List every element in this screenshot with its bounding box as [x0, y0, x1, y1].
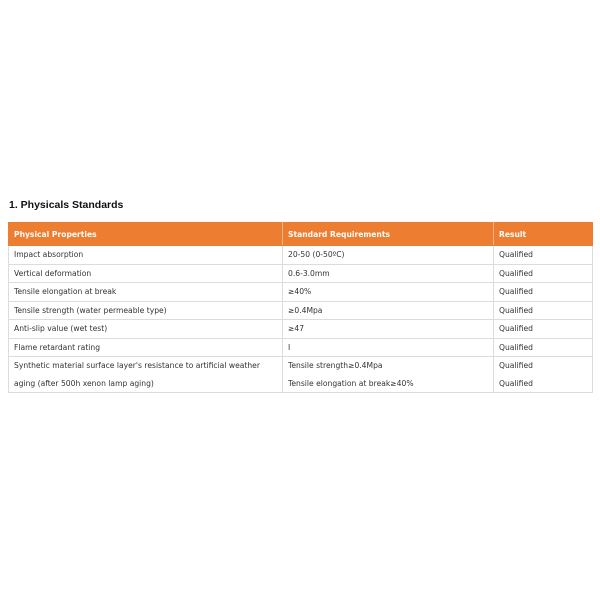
- requirement-cell: [283, 357, 494, 393]
- property-cell: Anti-slip value (wet test): [9, 320, 283, 339]
- requirement-cell: ≥47: [283, 320, 494, 339]
- property-line-1: Synthetic material surface layer's resistance to artificial weather: [14, 361, 260, 370]
- result-cell: Qualified: [494, 338, 593, 357]
- requirement-cell: 0.6-3.0mm: [283, 264, 494, 283]
- header-standard-requirements: Standard Requirements: [283, 223, 494, 246]
- table-row: [9, 264, 593, 283]
- requirement-line-2: Tensile elongation at break≥40%: [288, 378, 414, 388]
- header-physical-properties: Physical Properties: [9, 223, 283, 246]
- requirement-cell: 20-50 (0-50ºC): [283, 246, 494, 265]
- requirement-cell: ≥0.4Mpa: [283, 301, 494, 320]
- result-cell: Qualified: [494, 246, 593, 265]
- property-cell: Flame retardant rating: [9, 338, 283, 357]
- property-line-2: aging (after 500h xenon lamp aging): [14, 378, 154, 388]
- table-header-row: [9, 223, 593, 246]
- result-cell: Qualified: [494, 301, 593, 320]
- property-cell: [9, 357, 283, 393]
- result-cell: Qualified: [494, 320, 593, 339]
- table-row: [9, 338, 593, 357]
- property-cell: Tensile elongation at break: [9, 283, 283, 302]
- requirement-cell: ≥40%: [283, 283, 494, 302]
- table-row-weather-aging: [9, 357, 593, 393]
- result-line-2: Qualified: [499, 378, 533, 388]
- result-cell: Qualified: [494, 283, 593, 302]
- table-row: [9, 246, 593, 265]
- requirement-line-1: Tensile strength≥0.4Mpa: [288, 361, 383, 370]
- result-cell: [494, 357, 593, 393]
- requirement-cell: I: [283, 338, 494, 357]
- property-cell: Tensile strength (water permeable type): [9, 301, 283, 320]
- table-row: [9, 320, 593, 339]
- property-cell: Impact absorption: [9, 246, 283, 265]
- section-title: 1. Physicals Standards: [9, 199, 124, 211]
- header-result: Result: [494, 223, 593, 246]
- property-cell: Vertical deformation: [9, 264, 283, 283]
- result-cell: Qualified: [494, 264, 593, 283]
- table-row: [9, 301, 593, 320]
- physical-standards-table: [8, 222, 593, 393]
- table-row: [9, 283, 593, 302]
- result-line-1: Qualified: [499, 361, 533, 370]
